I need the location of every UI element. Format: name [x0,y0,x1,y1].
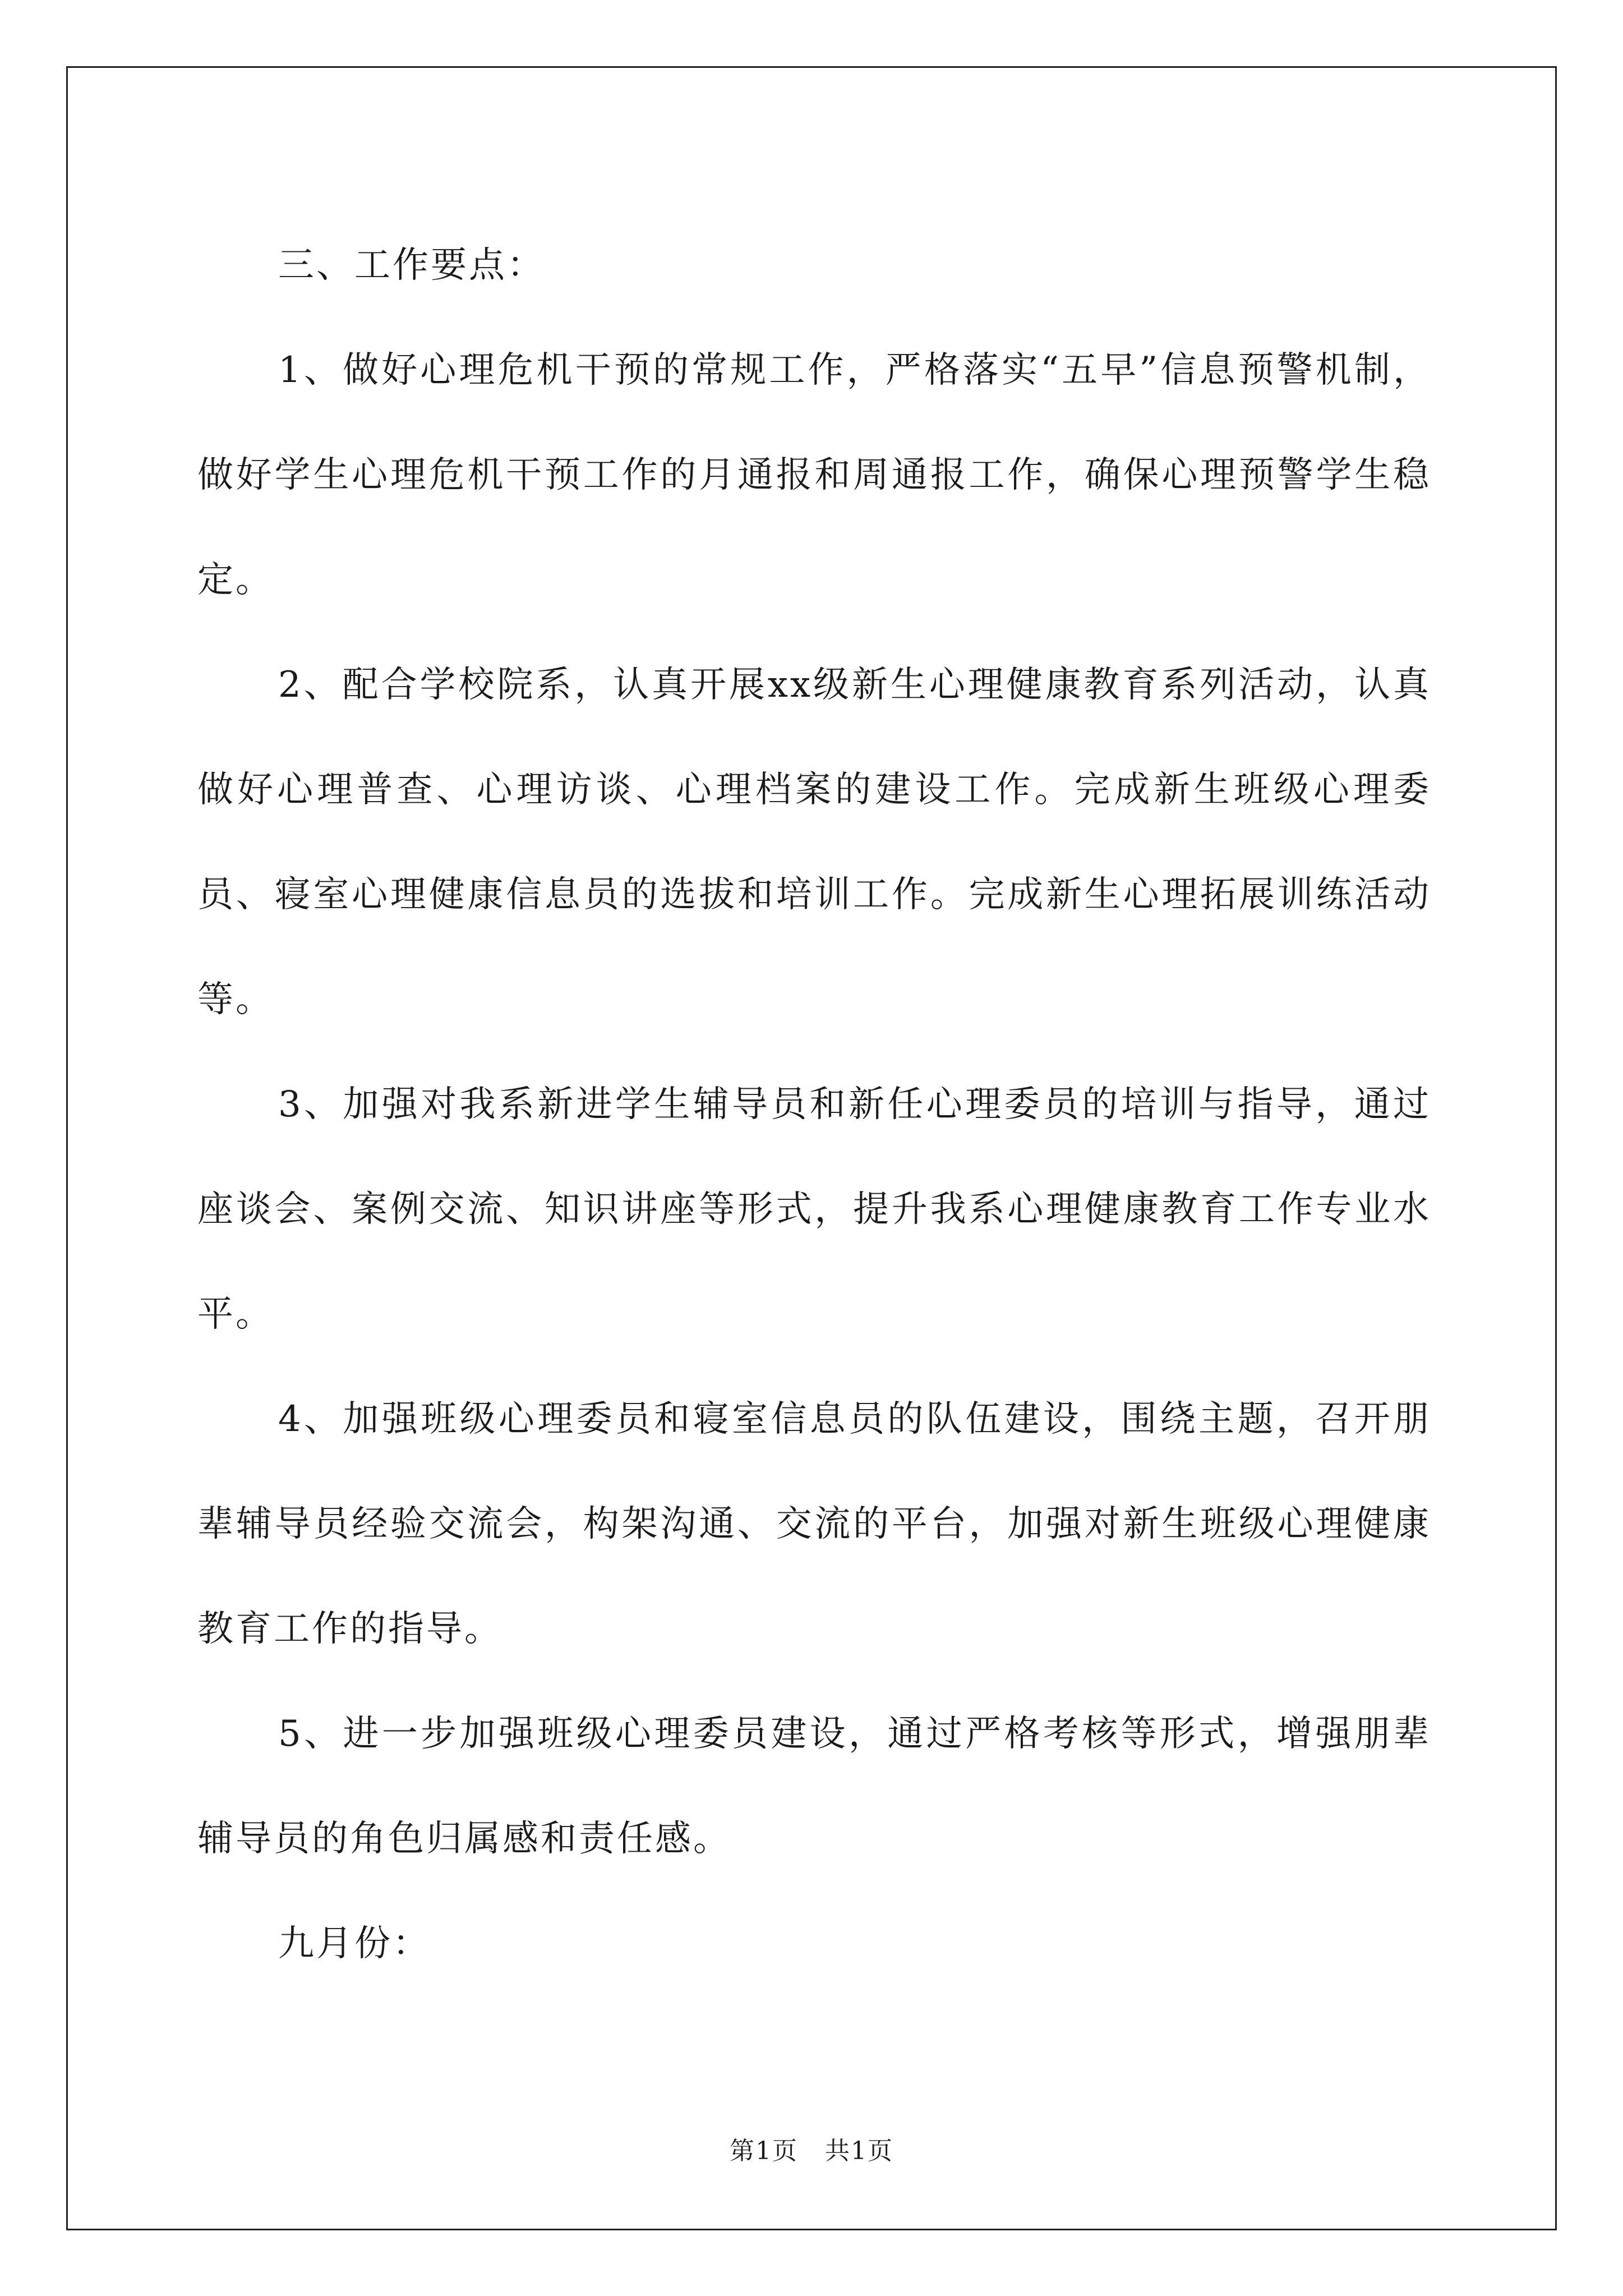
document-body [197,213,1431,1996]
paragraph-item-1: 1、做好心理危机干预的常规工作，严格落实“五早”信息预警机制，做好学生心理危机干预工作的月通报和周通报工作，确保心理预警学生稳定。 [197,349,1431,601]
paragraph-item-3: 3、加强对我系新进学生辅导员和新任心理委员的培训与指导，通过座谈会、案例交流、知识讲座等形式，提升我系心理健康教育工作专业水平。 [197,1084,1431,1335]
month-heading: 九月份： [278,1923,431,1964]
page-number-total: 共1页 [825,2137,893,2165]
paragraph-item-2: 2、配合学校院系，认真开展xx级新生心理健康教育系列活动，认真做好心理普查、心理访谈、心理档案的建设工作。完成新生班级心理委员、寝室心理健康信息员的选拔和培训工作。完成新生心理拓展训练活动等。 [197,664,1431,1020]
paragraph-item-4: 4、加强班级心理委员和寝室信息员的队伍建设，围绕主题，召开朋辈辅导员经验交流会，构架沟通、交流的平台，加强对新生班级心理健康教育工作的指导。 [197,1398,1431,1650]
page-number-current: 第1页 [730,2137,798,2165]
section-heading: 三、工作要点： [278,245,545,286]
page-footer [0,2131,1623,2166]
paragraph-item-5: 5、进一步加强班级心理委员建设，通过严格考核等形式，增强朋辈辅导员的角色归属感和责任感。 [197,1713,1431,1860]
